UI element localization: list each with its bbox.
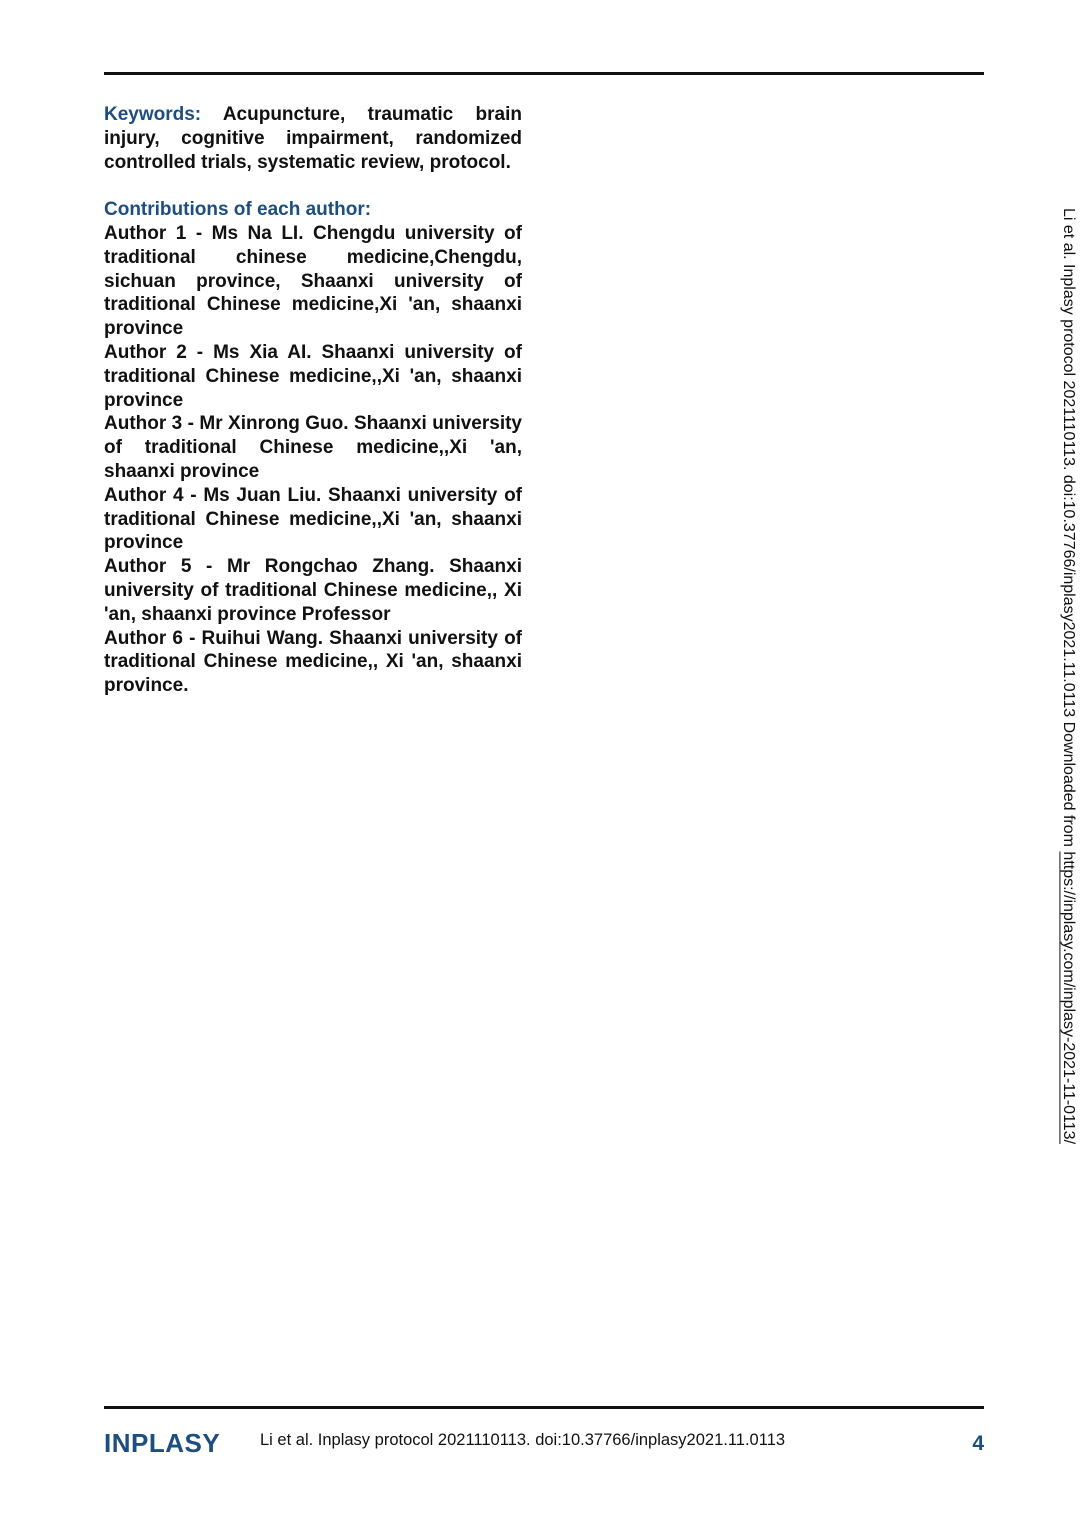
author-2: Author 2 - Ms Xia AI. Shaanxi university of traditional Chinese medicine,,Xi 'an, shaanxi province: [104, 341, 522, 411]
side-download-note: [1056, 208, 1080, 1308]
author-1: Author 1 - Ms Na LI. Chengdu university of traditional chinese medicine,Chengdu, sichuan province, Shaanxi university of traditional Chinese medicine,Xi 'an, shaanxi province: [104, 222, 522, 340]
keywords-text: Acupuncture, traumatic brain injury, cognitive impairment, randomized controlled trials, systematic review, protocol.: [104, 104, 522, 173]
author-6: Author 6 - Ruihui Wang. Shaanxi university of traditional Chinese medicine,, Xi 'an, shaanxi province.: [104, 627, 522, 697]
author-3: Author 3 - Mr Xinrong Guo. Shaanxi university of traditional Chinese medicine,,Xi 'an, shaanxi province: [104, 413, 522, 482]
side-note-prefix: Li et al. Inplasy protocol 2021110113. doi:10.37766/inplasy2021.11.0113 Downloaded from: [1060, 208, 1077, 852]
author-4: Author 4 - Ms Juan Liu. Shaanxi university of traditional Chinese medicine,,Xi 'an, shaanxi province: [104, 484, 522, 554]
footer-brand: INPLASY: [104, 1428, 221, 1458]
page-number: 4: [972, 1432, 984, 1455]
bottom-rule: [104, 1406, 984, 1409]
keywords-label: Keywords:: [104, 104, 202, 125]
main-column: [104, 103, 522, 698]
side-note-link[interactable]: https://inplasy.com/inplasy-2021-11-0113/: [1060, 851, 1077, 1145]
contributions-heading: Contributions of each author:: [104, 199, 372, 221]
keywords-paragraph: [104, 103, 522, 174]
top-rule: [104, 72, 984, 75]
footer-citation: Li et al. Inplasy protocol 2021110113. doi:10.37766/inplasy2021.11.0113: [260, 1431, 786, 1449]
author-5: Author 5 - Mr Rongchao Zhang. Shaanxi university of traditional Chinese medicine,, Xi 'an, shaanxi province Professor: [104, 556, 522, 625]
